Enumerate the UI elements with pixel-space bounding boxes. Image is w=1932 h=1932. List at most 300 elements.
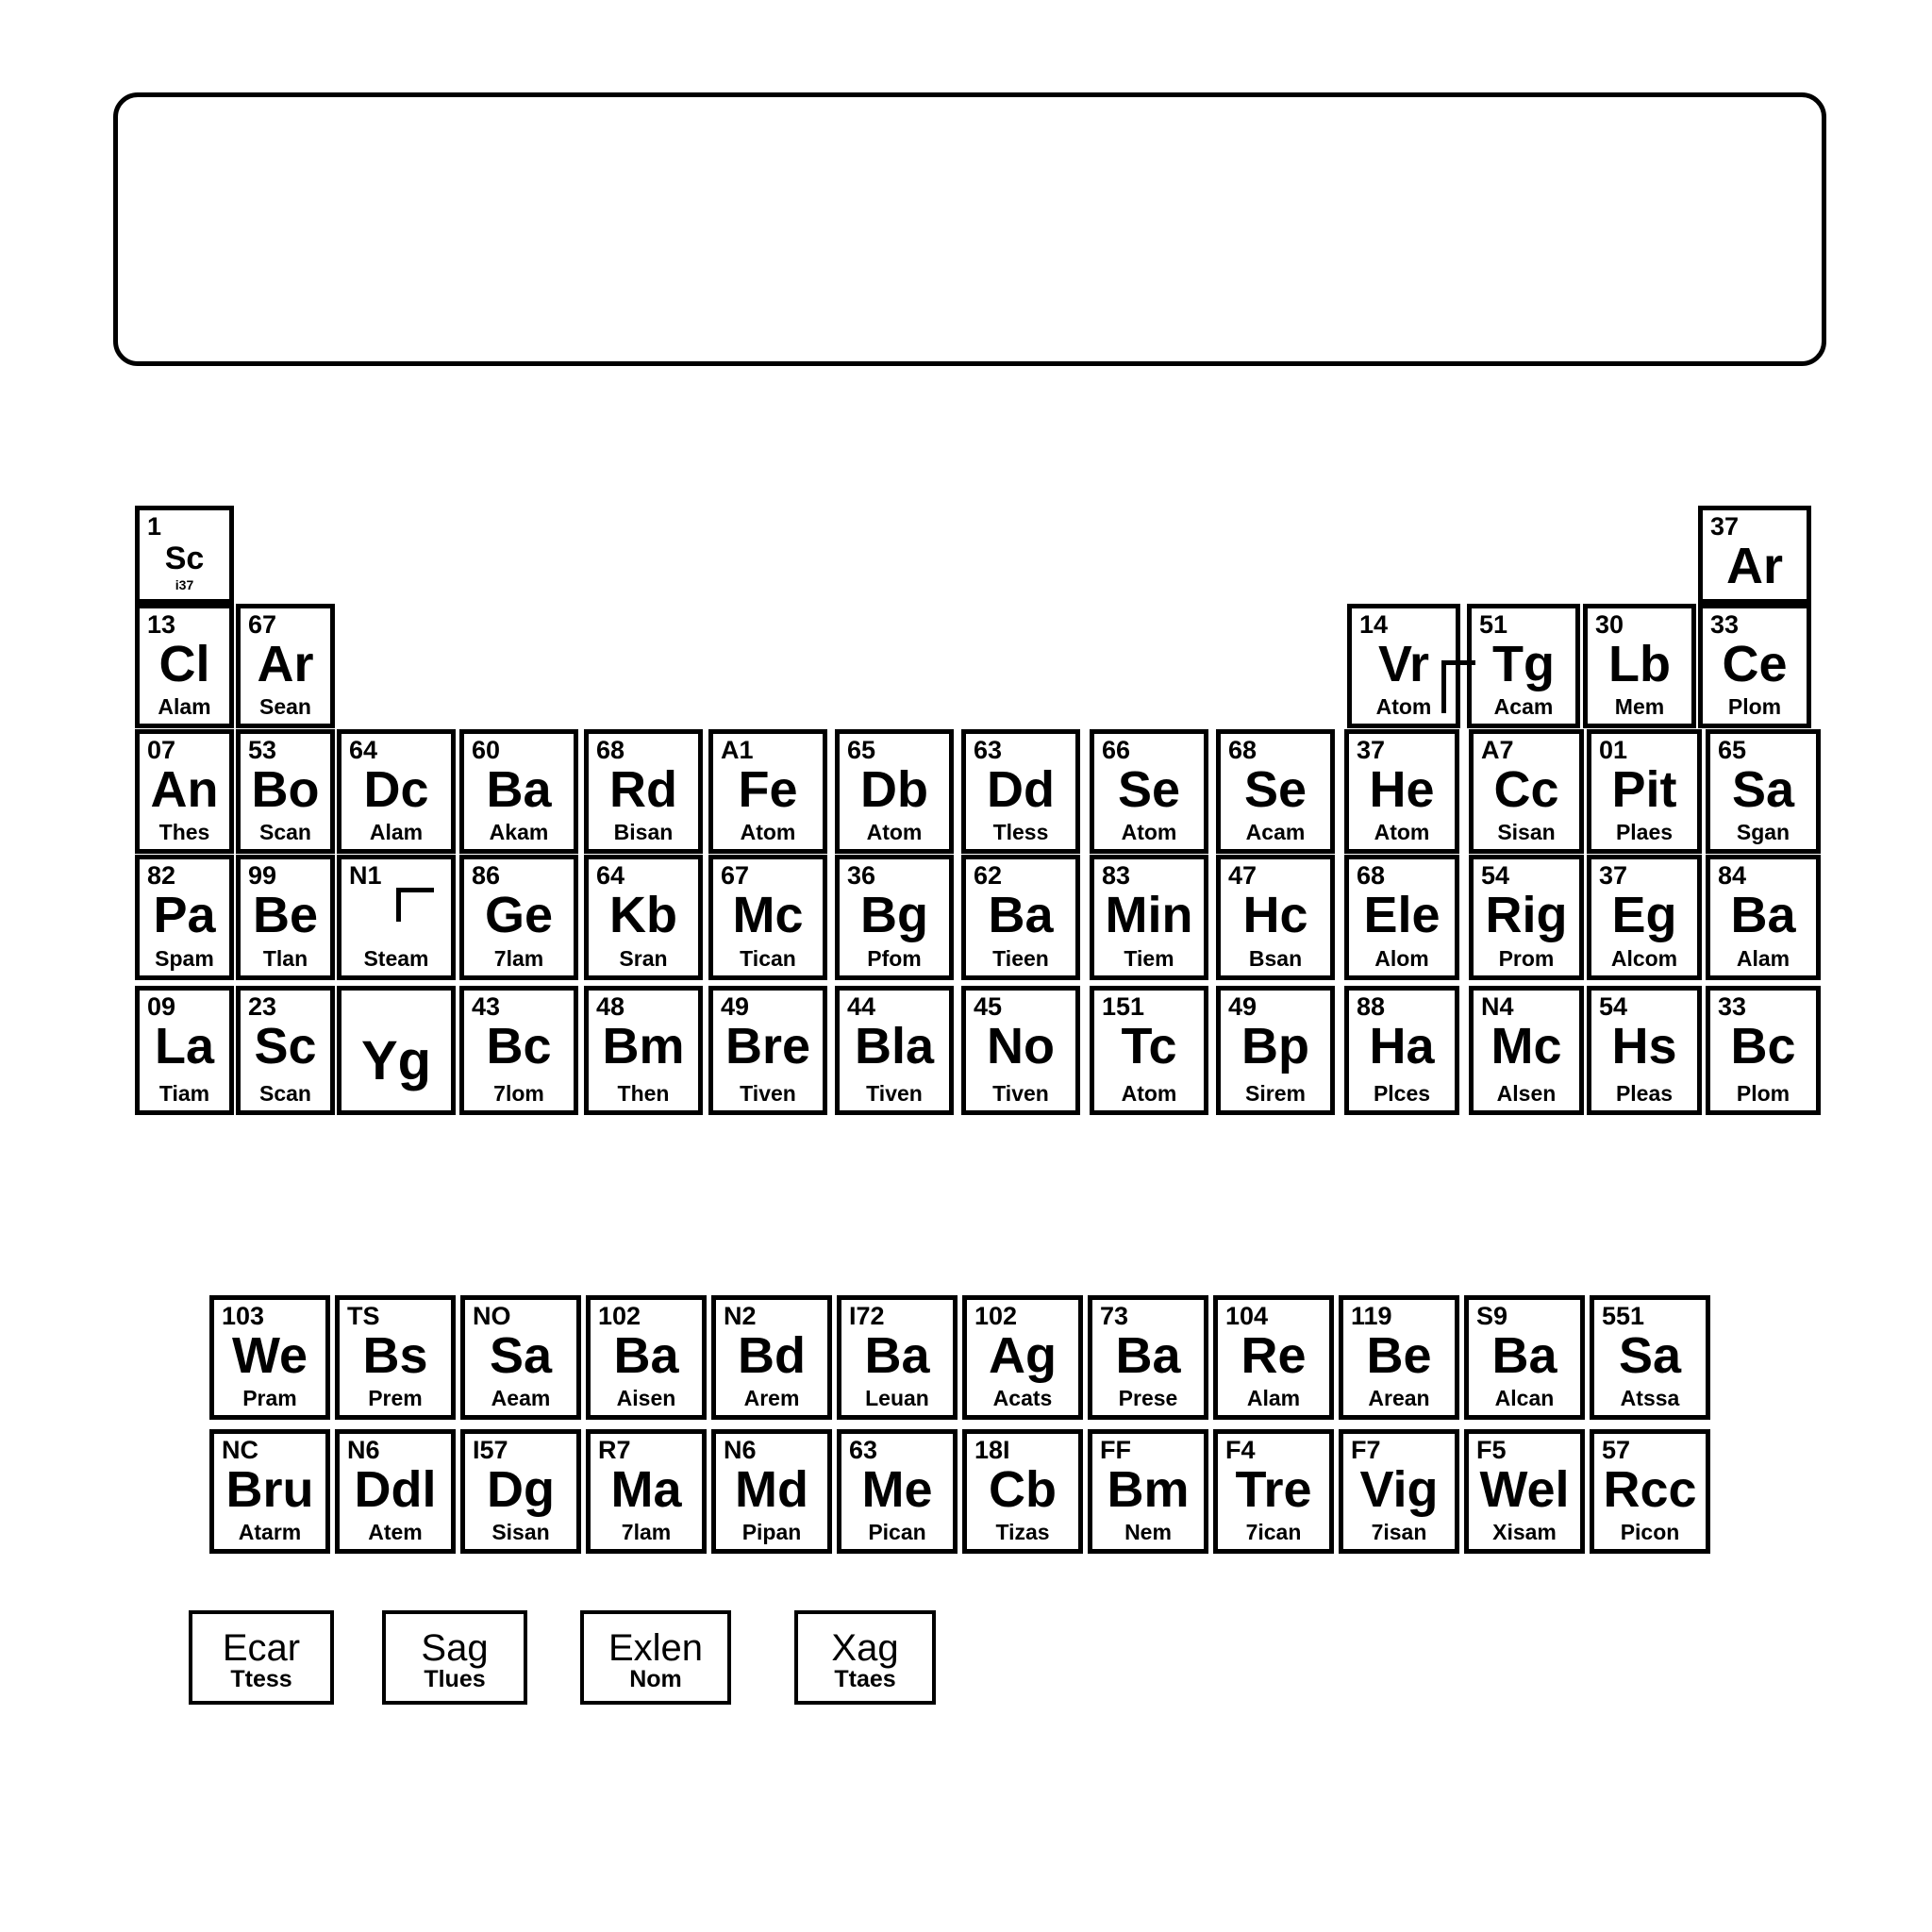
element-cell bbox=[337, 729, 456, 854]
element-symbol: Bm bbox=[1107, 1461, 1190, 1518]
element-number: 73 bbox=[1100, 1302, 1129, 1330]
element-number: 47 bbox=[1228, 861, 1257, 890]
element-name: Atom bbox=[1375, 694, 1432, 719]
element-number: 84 bbox=[1718, 861, 1747, 890]
element-number: 14 bbox=[1359, 610, 1389, 639]
element-symbol: Bg bbox=[860, 887, 928, 943]
element-symbol: Ge bbox=[484, 887, 554, 943]
element-number: I57 bbox=[473, 1436, 508, 1464]
element-cell bbox=[711, 1295, 832, 1420]
element-symbol: Sc bbox=[164, 541, 205, 576]
element-cell bbox=[835, 855, 954, 980]
element-name: Atom bbox=[866, 820, 923, 844]
element-cell bbox=[1216, 729, 1335, 854]
element-number: 104 bbox=[1225, 1302, 1269, 1330]
element-number: 09 bbox=[147, 992, 176, 1021]
element-name: Tiven bbox=[992, 1081, 1049, 1106]
element-cell bbox=[1587, 729, 1702, 854]
element-symbol: Ba bbox=[1115, 1327, 1181, 1384]
element-cell bbox=[1216, 986, 1335, 1115]
element-symbol: Rcc bbox=[1603, 1461, 1697, 1518]
element-number: 37 bbox=[1357, 736, 1386, 764]
element-number: F5 bbox=[1476, 1436, 1507, 1464]
element-cell bbox=[711, 1429, 832, 1554]
element-name: 7lam bbox=[493, 946, 544, 971]
element-cell bbox=[209, 1295, 330, 1420]
element-name: 7isan bbox=[1371, 1520, 1427, 1544]
element-cell bbox=[961, 986, 1080, 1115]
element-number: 68 bbox=[1228, 736, 1257, 764]
element-symbol: Tc bbox=[1121, 1018, 1177, 1074]
element-number: 13 bbox=[147, 610, 176, 639]
element-number: A1 bbox=[721, 736, 754, 764]
element-cell bbox=[236, 604, 335, 728]
element-name: Alam bbox=[158, 694, 211, 719]
element-symbol: Xag bbox=[831, 1627, 899, 1669]
element-cell bbox=[837, 1429, 958, 1554]
element-symbol: Min bbox=[1105, 887, 1193, 943]
element-symbol: Mc bbox=[1491, 1018, 1562, 1074]
element-symbol: Cb bbox=[989, 1461, 1057, 1518]
element-name: Pram bbox=[242, 1386, 297, 1410]
element-number: R7 bbox=[598, 1436, 631, 1464]
element-name: Atom bbox=[1374, 820, 1430, 844]
element-number: 103 bbox=[222, 1302, 265, 1330]
element-cell bbox=[460, 1429, 581, 1554]
element-symbol: Be bbox=[252, 887, 319, 943]
element-name: Leuan bbox=[865, 1386, 929, 1410]
element-cell bbox=[1339, 1429, 1459, 1554]
element-name: Sisan bbox=[1497, 820, 1556, 844]
element-number: 99 bbox=[248, 861, 277, 890]
element-number: 49 bbox=[1228, 992, 1257, 1021]
element-name: Alsen bbox=[1496, 1081, 1557, 1106]
element-name: Arem bbox=[743, 1386, 800, 1410]
element-number: 102 bbox=[974, 1302, 1018, 1330]
element-symbol: Dc bbox=[363, 761, 429, 818]
element-name: Nom bbox=[629, 1666, 682, 1692]
element-number: 33 bbox=[1718, 992, 1747, 1021]
element-name: Ttess bbox=[230, 1666, 292, 1692]
element-number: 1 bbox=[147, 512, 162, 541]
element-number: 151 bbox=[1102, 992, 1145, 1021]
element-name: Alcom bbox=[1610, 946, 1678, 971]
element-cell bbox=[962, 1295, 1083, 1420]
element-cell bbox=[209, 1429, 330, 1554]
element-cell bbox=[236, 855, 335, 980]
element-symbol: Ddl bbox=[354, 1461, 437, 1518]
element-name: Sirem bbox=[1245, 1081, 1306, 1106]
element-symbol: Ba bbox=[486, 761, 552, 818]
element-name: Acam bbox=[1245, 820, 1306, 844]
element-cell bbox=[580, 1610, 731, 1705]
element-cell bbox=[586, 1295, 707, 1420]
element-cell bbox=[1088, 1429, 1208, 1554]
element-name: Steam bbox=[363, 946, 429, 971]
element-symbol: Ba bbox=[864, 1327, 930, 1384]
element-symbol: Bd bbox=[738, 1327, 806, 1384]
element-name: Prese bbox=[1118, 1386, 1178, 1410]
element-name: Plces bbox=[1373, 1081, 1431, 1106]
step-line-icon bbox=[396, 888, 434, 922]
element-cell bbox=[1469, 986, 1584, 1115]
element-symbol: Dg bbox=[487, 1461, 555, 1518]
element-name: Plom bbox=[1736, 1081, 1790, 1106]
element-name: Sgan bbox=[1736, 820, 1790, 844]
element-number: N2 bbox=[724, 1302, 757, 1330]
element-number: 53 bbox=[248, 736, 277, 764]
element-symbol: Ce bbox=[1722, 636, 1788, 692]
element-name: Picon bbox=[1620, 1520, 1680, 1544]
element-name: Bisan bbox=[613, 820, 674, 844]
element-cell bbox=[459, 855, 578, 980]
element-symbol: Dd bbox=[987, 761, 1055, 818]
element-symbol: Rig bbox=[1485, 887, 1568, 943]
element-cell bbox=[135, 729, 234, 854]
element-symbol: Ba bbox=[1730, 887, 1796, 943]
element-symbol: Be bbox=[1366, 1327, 1432, 1384]
element-symbol: Md bbox=[735, 1461, 808, 1518]
element-symbol: An bbox=[150, 761, 219, 818]
element-name: Alam bbox=[1736, 946, 1790, 971]
element-name: Alom bbox=[1374, 946, 1429, 971]
metalloid-divider-icon bbox=[1441, 660, 1475, 713]
element-number: 63 bbox=[974, 736, 1003, 764]
element-cell bbox=[1088, 1295, 1208, 1420]
element-name: Scan bbox=[259, 1081, 311, 1106]
element-cell bbox=[135, 986, 234, 1115]
element-cell bbox=[1587, 855, 1702, 980]
element-cell bbox=[1706, 986, 1821, 1115]
element-name: Bsan bbox=[1248, 946, 1303, 971]
element-number: 37 bbox=[1710, 512, 1740, 541]
element-symbol: Bre bbox=[724, 1018, 811, 1074]
element-name: 7lam bbox=[621, 1520, 672, 1544]
element-cell bbox=[1464, 1295, 1585, 1420]
element-cell bbox=[236, 986, 335, 1115]
element-cell bbox=[835, 986, 954, 1115]
element-name: Atom bbox=[1121, 820, 1177, 844]
element-symbol: La bbox=[154, 1018, 215, 1074]
element-number: F7 bbox=[1351, 1436, 1381, 1464]
element-cell bbox=[586, 1429, 707, 1554]
element-name: i37 bbox=[175, 577, 194, 592]
element-symbol: Ar bbox=[1725, 538, 1783, 594]
element-symbol: Kb bbox=[609, 887, 677, 943]
element-number: 33 bbox=[1710, 610, 1740, 639]
element-symbol: Ag bbox=[989, 1327, 1057, 1384]
element-number: 54 bbox=[1481, 861, 1510, 890]
element-name: Ttaes bbox=[834, 1666, 896, 1692]
element-cell bbox=[1590, 1295, 1710, 1420]
element-symbol: Tre bbox=[1235, 1461, 1312, 1518]
element-number: 37 bbox=[1599, 861, 1628, 890]
element-name: Pipan bbox=[741, 1520, 802, 1544]
element-cell bbox=[708, 855, 827, 980]
element-name: Plaes bbox=[1615, 820, 1674, 844]
element-symbol: Sa bbox=[1731, 761, 1795, 818]
element-name: Alam bbox=[369, 820, 424, 844]
element-symbol: Eg bbox=[1611, 887, 1677, 943]
element-cell bbox=[1213, 1429, 1334, 1554]
element-number: 65 bbox=[847, 736, 876, 764]
element-symbol: Yg bbox=[360, 1030, 432, 1091]
element-number: N1 bbox=[349, 861, 382, 890]
element-symbol: Vr bbox=[1377, 636, 1430, 692]
element-cell bbox=[835, 729, 954, 854]
element-number: 64 bbox=[596, 861, 625, 890]
element-name: Tiem bbox=[1124, 946, 1174, 971]
element-cell bbox=[1469, 855, 1584, 980]
element-cell bbox=[135, 855, 234, 980]
element-cell bbox=[337, 986, 456, 1115]
element-number: 51 bbox=[1479, 610, 1508, 639]
element-name: Atarm bbox=[238, 1520, 302, 1544]
element-name: Aisen bbox=[616, 1386, 676, 1410]
element-cell bbox=[1467, 604, 1580, 728]
element-cell bbox=[708, 729, 827, 854]
element-number: N4 bbox=[1481, 992, 1514, 1021]
element-name: Akam bbox=[489, 820, 549, 844]
element-number: 01 bbox=[1599, 736, 1628, 764]
element-number: 65 bbox=[1718, 736, 1747, 764]
element-name: Atom bbox=[1121, 1081, 1177, 1106]
element-name: Atssa bbox=[1620, 1386, 1680, 1410]
element-name: Prom bbox=[1498, 946, 1555, 971]
element-cell bbox=[962, 1429, 1083, 1554]
element-symbol: Cc bbox=[1493, 761, 1559, 818]
element-name: 7ican bbox=[1245, 1520, 1302, 1544]
element-cell bbox=[1706, 729, 1821, 854]
element-number: 119 bbox=[1351, 1302, 1392, 1330]
element-name: Alcan bbox=[1494, 1386, 1555, 1410]
element-cell bbox=[794, 1610, 936, 1705]
element-cell bbox=[236, 729, 335, 854]
element-cell bbox=[1090, 729, 1208, 854]
element-number: 60 bbox=[472, 736, 501, 764]
element-symbol: Mc bbox=[732, 887, 804, 943]
title-box bbox=[113, 92, 1826, 366]
element-name: Aeam bbox=[491, 1386, 551, 1410]
element-name: Tieen bbox=[992, 946, 1049, 971]
element-number: 68 bbox=[1357, 861, 1386, 890]
element-name: Pfom bbox=[867, 946, 922, 971]
element-symbol: Bs bbox=[362, 1327, 428, 1384]
element-number: 07 bbox=[147, 736, 176, 764]
element-symbol: Ha bbox=[1369, 1018, 1435, 1074]
element-symbol: Rd bbox=[609, 761, 677, 818]
element-symbol: Sa bbox=[489, 1327, 553, 1384]
element-symbol: No bbox=[987, 1018, 1055, 1074]
element-symbol: Bp bbox=[1241, 1018, 1309, 1074]
element-cell bbox=[135, 506, 234, 604]
element-name: Tlues bbox=[424, 1666, 486, 1692]
element-symbol: Ba bbox=[613, 1327, 679, 1384]
element-symbol: Hc bbox=[1242, 887, 1308, 943]
element-symbol: Me bbox=[861, 1461, 933, 1518]
element-name: Tless bbox=[992, 820, 1049, 844]
element-cell bbox=[1464, 1429, 1585, 1554]
element-number: 63 bbox=[849, 1436, 878, 1464]
element-name: Prem bbox=[368, 1386, 423, 1410]
element-symbol: Ba bbox=[988, 887, 1054, 943]
element-symbol: Bru bbox=[225, 1461, 314, 1518]
element-cell bbox=[382, 1610, 527, 1705]
element-number: 66 bbox=[1102, 736, 1131, 764]
element-name: Tlan bbox=[262, 946, 308, 971]
element-cell bbox=[961, 729, 1080, 854]
element-symbol: Lb bbox=[1608, 636, 1671, 692]
element-name: Plom bbox=[1727, 694, 1782, 719]
element-name: Acam bbox=[1493, 694, 1554, 719]
element-cell bbox=[1469, 729, 1584, 854]
element-symbol: Bo bbox=[251, 761, 320, 818]
element-number: 67 bbox=[248, 610, 277, 639]
element-name: Tizas bbox=[995, 1520, 1050, 1544]
element-cell bbox=[135, 604, 234, 728]
element-number: 64 bbox=[349, 736, 378, 764]
element-number: N6 bbox=[724, 1436, 757, 1464]
element-symbol: Hs bbox=[1611, 1018, 1677, 1074]
element-symbol: Vig bbox=[1359, 1461, 1439, 1518]
element-number: 68 bbox=[596, 736, 625, 764]
element-cell bbox=[708, 986, 827, 1115]
element-symbol: Ba bbox=[1491, 1327, 1557, 1384]
element-number: I72 bbox=[849, 1302, 885, 1330]
element-number: FF bbox=[1100, 1436, 1131, 1464]
element-number: 36 bbox=[847, 861, 876, 890]
element-symbol: Bc bbox=[486, 1018, 552, 1074]
element-cell bbox=[1344, 729, 1459, 854]
element-symbol: Bc bbox=[1730, 1018, 1796, 1074]
element-cell bbox=[460, 1295, 581, 1420]
element-name: Tiven bbox=[866, 1081, 923, 1106]
element-name: Thes bbox=[158, 820, 210, 844]
element-symbol: Pit bbox=[1611, 761, 1677, 818]
element-number: 62 bbox=[974, 861, 1003, 890]
element-name: Spam bbox=[155, 946, 214, 971]
element-name: Tican bbox=[740, 946, 796, 971]
element-number: NO bbox=[473, 1302, 511, 1330]
element-symbol: Sc bbox=[254, 1018, 317, 1074]
element-number: 88 bbox=[1357, 992, 1386, 1021]
element-symbol: Pa bbox=[153, 887, 216, 943]
element-number: 48 bbox=[596, 992, 625, 1021]
element-name: Sisan bbox=[491, 1520, 550, 1544]
element-cell bbox=[335, 1295, 456, 1420]
element-name: Sean bbox=[259, 694, 311, 719]
element-symbol: Ma bbox=[610, 1461, 682, 1518]
element-symbol: Ele bbox=[1363, 887, 1441, 943]
element-cell bbox=[1583, 604, 1696, 728]
element-cell bbox=[459, 729, 578, 854]
element-name: Pleas bbox=[1615, 1081, 1674, 1106]
element-symbol: Se bbox=[1243, 761, 1307, 818]
element-cell bbox=[1587, 986, 1702, 1115]
element-symbol: Ar bbox=[257, 636, 314, 692]
element-symbol: He bbox=[1369, 761, 1435, 818]
element-number: 83 bbox=[1102, 861, 1131, 890]
element-cell bbox=[1339, 1295, 1459, 1420]
element-symbol: Tg bbox=[1492, 636, 1555, 692]
element-symbol: Se bbox=[1117, 761, 1181, 818]
element-number: F4 bbox=[1225, 1436, 1256, 1464]
element-symbol: Fe bbox=[738, 761, 798, 818]
element-symbol: Ecar bbox=[222, 1627, 301, 1669]
element-cell bbox=[1698, 506, 1811, 604]
element-number: 57 bbox=[1602, 1436, 1631, 1464]
element-symbol: Re bbox=[1241, 1327, 1307, 1384]
element-cell bbox=[459, 986, 578, 1115]
element-number: NC bbox=[222, 1436, 258, 1464]
element-cell bbox=[837, 1295, 958, 1420]
element-symbol: Bla bbox=[854, 1018, 935, 1074]
element-cell bbox=[337, 855, 456, 980]
element-number: 49 bbox=[721, 992, 750, 1021]
element-name: Tiam bbox=[158, 1081, 210, 1106]
element-name: Atem bbox=[368, 1520, 423, 1544]
element-number: 44 bbox=[847, 992, 876, 1021]
element-number: 54 bbox=[1599, 992, 1628, 1021]
element-name: Atom bbox=[740, 820, 796, 844]
element-number: 43 bbox=[472, 992, 501, 1021]
element-symbol: Sag bbox=[421, 1627, 489, 1669]
element-number: 102 bbox=[598, 1302, 641, 1330]
element-cell bbox=[961, 855, 1080, 980]
element-number: 67 bbox=[721, 861, 750, 890]
element-cell bbox=[1698, 604, 1811, 728]
element-name: Mem bbox=[1614, 694, 1665, 719]
element-cell bbox=[584, 855, 703, 980]
element-cell bbox=[189, 1610, 334, 1705]
element-name: Sran bbox=[619, 946, 668, 971]
element-cell bbox=[1344, 855, 1459, 980]
element-symbol: Cl bbox=[158, 636, 210, 692]
element-cell bbox=[584, 986, 703, 1115]
element-name: Pican bbox=[868, 1520, 926, 1544]
element-name: 7lom bbox=[493, 1081, 544, 1106]
element-cell bbox=[335, 1429, 456, 1554]
element-symbol: Exlen bbox=[608, 1627, 704, 1669]
element-name: Xisam bbox=[1492, 1520, 1557, 1544]
element-cell bbox=[584, 729, 703, 854]
element-symbol: Bm bbox=[602, 1018, 685, 1074]
element-number: 23 bbox=[248, 992, 277, 1021]
element-name: Tiven bbox=[740, 1081, 796, 1106]
element-name: Nem bbox=[1124, 1520, 1172, 1544]
element-number: 30 bbox=[1595, 610, 1624, 639]
element-number: S9 bbox=[1476, 1302, 1508, 1330]
element-name: Acats bbox=[992, 1386, 1053, 1410]
element-cell bbox=[1216, 855, 1335, 980]
element-symbol: Db bbox=[860, 761, 928, 818]
element-cell bbox=[1213, 1295, 1334, 1420]
element-cell bbox=[1706, 855, 1821, 980]
element-name: Scan bbox=[259, 820, 311, 844]
element-symbol: Sa bbox=[1618, 1327, 1682, 1384]
element-number: A7 bbox=[1481, 736, 1514, 764]
element-cell bbox=[1090, 986, 1208, 1115]
element-cell bbox=[1344, 986, 1459, 1115]
element-name: Then bbox=[617, 1081, 670, 1106]
element-number: TS bbox=[347, 1302, 380, 1330]
element-number: 82 bbox=[147, 861, 176, 890]
element-number: 18I bbox=[974, 1436, 1010, 1464]
element-name: Arean bbox=[1368, 1386, 1430, 1410]
element-symbol: We bbox=[231, 1327, 308, 1384]
element-number: 86 bbox=[472, 861, 501, 890]
element-cell bbox=[1590, 1429, 1710, 1554]
